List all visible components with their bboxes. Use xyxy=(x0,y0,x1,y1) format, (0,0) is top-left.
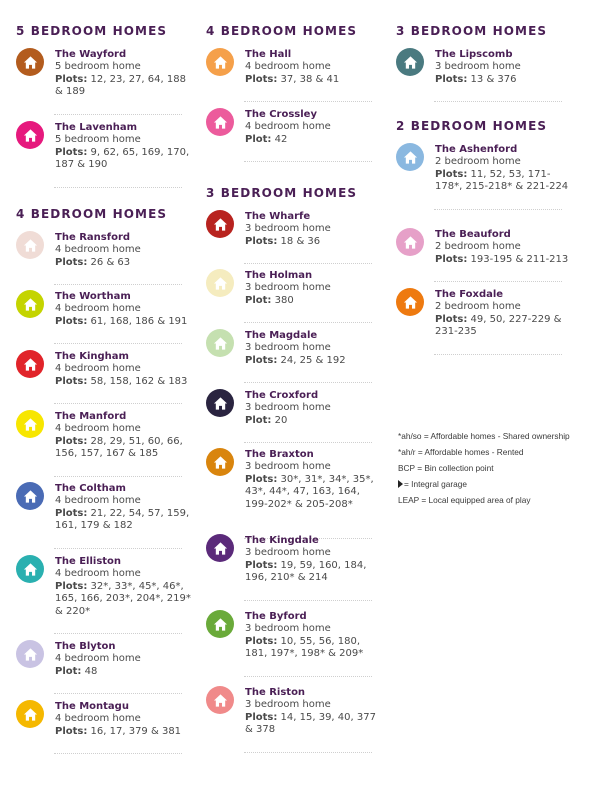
plots-value: 42 xyxy=(274,133,288,145)
plots-label: Plots: xyxy=(435,253,468,265)
plots-label: Plots: xyxy=(245,559,278,571)
divider xyxy=(244,600,372,601)
plots-value: 14, 15, 39, 40, 377 & 378 xyxy=(245,711,376,736)
divider xyxy=(54,633,182,634)
section-heading: 5 BEDROOM HOMES xyxy=(16,24,168,38)
home-description: 4 bedroom home xyxy=(55,244,141,256)
home-description: 2 bedroom home xyxy=(435,156,521,168)
legend xyxy=(398,428,598,508)
home-details xyxy=(55,701,195,738)
home-details xyxy=(245,535,385,585)
plots-label: Plots: xyxy=(55,315,88,327)
house-icon xyxy=(206,610,234,638)
legend-text: *ah/so = Affordable homes - Shared ownership xyxy=(398,431,570,441)
plots-label: Plots: xyxy=(55,507,88,519)
home-details xyxy=(55,291,195,328)
home-plots xyxy=(245,236,385,248)
divider xyxy=(244,382,372,383)
plots-value: 10, 55, 56, 180, 181, 197*, 198* & 209* xyxy=(245,635,364,660)
section-heading: 3 BEDROOM HOMES xyxy=(206,186,358,200)
divider xyxy=(434,354,562,355)
home-description: 4 bedroom home xyxy=(55,568,141,580)
plots-value: 9, 62, 65, 169, 170, 187 & 190 xyxy=(55,146,190,171)
divider xyxy=(54,343,182,344)
home-description: 2 bedroom home xyxy=(435,301,521,313)
home-description: 3 bedroom home xyxy=(245,623,331,635)
plots-value: 193-195 & 211-213 xyxy=(470,253,569,265)
home-name: The Croxford xyxy=(245,390,319,401)
plots-value: 18 & 36 xyxy=(280,235,321,247)
legend-item xyxy=(398,492,598,508)
house-icon xyxy=(396,143,424,171)
plots-label: Plots: xyxy=(435,168,468,180)
divider xyxy=(244,322,372,323)
divider xyxy=(244,676,372,677)
plots-value: 58, 158, 162 & 183 xyxy=(90,375,188,387)
home-name: The Ashenford xyxy=(435,144,518,155)
plots-value: 380 xyxy=(274,294,294,306)
home-details xyxy=(245,211,385,248)
house-icon xyxy=(396,48,424,76)
home-description: 2 bedroom home xyxy=(435,241,521,253)
home-description: 5 bedroom home xyxy=(55,61,141,73)
divider xyxy=(244,263,372,264)
home-name: The Riston xyxy=(245,687,306,698)
legend-item xyxy=(398,444,598,460)
plots-label: Plots: xyxy=(55,146,88,158)
home-name: The Wayford xyxy=(55,49,127,60)
plots-value: 61, 168, 186 & 191 xyxy=(90,315,188,327)
home-plots xyxy=(55,581,195,618)
home-plots xyxy=(55,436,195,461)
home-description: 5 bedroom home xyxy=(55,134,141,146)
home-name: The Crossley xyxy=(245,109,317,120)
plots-value: 20 xyxy=(274,414,288,426)
house-icon xyxy=(396,228,424,256)
house-icon xyxy=(16,700,44,728)
home-description: 4 bedroom home xyxy=(55,653,141,665)
divider xyxy=(244,161,372,162)
home-plots xyxy=(55,508,195,533)
house-icon xyxy=(396,288,424,316)
divider xyxy=(54,476,182,477)
divider xyxy=(434,209,562,210)
home-name: The Montagu xyxy=(55,701,129,712)
divider xyxy=(244,752,372,753)
plots-label: Plots: xyxy=(55,256,88,268)
plots-label: Plots: xyxy=(245,473,278,485)
home-details xyxy=(55,232,195,269)
plots-value: 49, 50, 227-229 & 231-235 xyxy=(435,313,562,338)
plots-value: 11, 52, 53, 171-178*, 215-218* & 221-224 xyxy=(435,168,569,193)
plots-value: 37, 38 & 41 xyxy=(280,73,340,85)
home-details xyxy=(245,390,385,427)
house-icon xyxy=(206,329,234,357)
divider xyxy=(54,114,182,115)
plots-value: 30*, 31*, 34*, 35*, 43*, 44*, 47, 163, 164, 199-202* & 205-208* xyxy=(245,473,374,510)
home-name: The Lavenham xyxy=(55,122,138,133)
home-name: The Beauford xyxy=(435,229,511,240)
home-name: The Kingham xyxy=(55,351,129,362)
legend-item xyxy=(398,428,598,444)
home-plots xyxy=(55,666,195,678)
house-icon xyxy=(16,231,44,259)
plots-label: Plot: xyxy=(245,294,272,306)
home-description: 4 bedroom home xyxy=(55,495,141,507)
home-details xyxy=(245,611,385,661)
plots-value: 48 xyxy=(84,665,98,677)
home-plots xyxy=(245,74,385,86)
home-plots xyxy=(245,712,385,737)
home-plots xyxy=(245,474,385,511)
home-name: The Elliston xyxy=(55,556,122,567)
divider xyxy=(54,693,182,694)
home-name: The Byford xyxy=(245,611,307,622)
home-details xyxy=(55,483,195,533)
plots-value: 16, 17, 379 & 381 xyxy=(90,725,182,737)
home-plots xyxy=(55,376,195,388)
home-details xyxy=(55,351,195,388)
home-description: 3 bedroom home xyxy=(245,699,331,711)
home-name: The Wharfe xyxy=(245,211,311,222)
home-description: 4 bedroom home xyxy=(55,423,141,435)
home-description: 3 bedroom home xyxy=(245,223,331,235)
plots-label: Plots: xyxy=(245,354,278,366)
home-name: The Wortham xyxy=(55,291,131,302)
home-plots xyxy=(245,636,385,661)
home-plots xyxy=(55,257,195,269)
house-icon xyxy=(206,269,234,297)
home-name: The Magdale xyxy=(245,330,318,341)
plots-label: Plot: xyxy=(55,665,82,677)
house-icon xyxy=(206,48,234,76)
home-description: 3 bedroom home xyxy=(245,342,331,354)
house-icon xyxy=(16,555,44,583)
plots-label: Plots: xyxy=(245,235,278,247)
home-description: 4 bedroom home xyxy=(55,303,141,315)
section-heading: 3 BEDROOM HOMES xyxy=(396,24,548,38)
plots-label: Plots: xyxy=(245,711,278,723)
divider xyxy=(54,548,182,549)
house-icon xyxy=(206,389,234,417)
divider xyxy=(434,281,562,282)
plots-label: Plots: xyxy=(55,580,88,592)
plots-label: Plots: xyxy=(435,73,468,85)
home-details xyxy=(435,49,575,86)
legend-item xyxy=(398,476,598,492)
section-heading: 4 BEDROOM HOMES xyxy=(16,207,168,221)
plots-label: Plots: xyxy=(435,313,468,325)
divider xyxy=(434,101,562,102)
house-icon xyxy=(206,534,234,562)
divider xyxy=(54,753,182,754)
house-icon xyxy=(16,482,44,510)
home-description: 3 bedroom home xyxy=(245,282,331,294)
house-icon xyxy=(16,640,44,668)
plots-value: 21, 22, 54, 57, 159, 161, 179 & 182 xyxy=(55,507,190,532)
plots-value: 32*, 33*, 45*, 46*, 165, 166, 203*, 204*, 219* & 220* xyxy=(55,580,191,617)
home-details xyxy=(435,289,575,339)
home-details xyxy=(245,449,385,511)
plots-value: 13 & 376 xyxy=(470,73,517,85)
legend-text: LEAP = Local equipped area of play xyxy=(398,495,531,505)
plots-value: 28, 29, 51, 60, 66, 156, 157, 167 & 185 xyxy=(55,435,183,460)
home-plots xyxy=(435,74,575,86)
plots-label: Plots: xyxy=(55,375,88,387)
house-icon xyxy=(206,686,234,714)
house-icon xyxy=(206,108,234,136)
house-icon xyxy=(16,121,44,149)
divider xyxy=(54,403,182,404)
divider xyxy=(54,187,182,188)
house-icon xyxy=(206,448,234,476)
plots-value: 12, 23, 27, 64, 188 & 189 xyxy=(55,73,186,98)
home-plots xyxy=(55,147,195,172)
legend-item xyxy=(398,460,598,476)
section-heading: 4 BEDROOM HOMES xyxy=(206,24,358,38)
home-details xyxy=(55,556,195,618)
home-details xyxy=(55,49,195,99)
home-details xyxy=(245,49,385,86)
home-name: The Hall xyxy=(245,49,292,60)
home-plots xyxy=(245,560,385,585)
home-details xyxy=(55,641,195,678)
house-icon xyxy=(16,410,44,438)
home-plots xyxy=(435,254,575,266)
home-name: The Coltham xyxy=(55,483,126,494)
house-icon xyxy=(16,350,44,378)
triangle-icon xyxy=(398,480,403,488)
home-name: The Lipscomb xyxy=(435,49,513,60)
divider xyxy=(244,101,372,102)
home-details xyxy=(435,144,575,194)
plots-value: 26 & 63 xyxy=(90,256,131,268)
home-plots xyxy=(245,415,385,427)
legend-text: *ah/r = Affordable homes - Rented xyxy=(398,447,524,457)
legend-text: = Integral garage xyxy=(404,479,467,489)
plots-value: 19, 59, 160, 184, 196, 210* & 214 xyxy=(245,559,367,584)
home-plots xyxy=(55,316,195,328)
home-description: 3 bedroom home xyxy=(245,547,331,559)
home-description: 4 bedroom home xyxy=(55,363,141,375)
home-description: 3 bedroom home xyxy=(245,402,331,414)
home-name: The Foxdale xyxy=(435,289,504,300)
plots-value: 24, 25 & 192 xyxy=(280,354,346,366)
home-plots xyxy=(435,169,575,194)
home-description: 3 bedroom home xyxy=(435,61,521,73)
home-name: The Blyton xyxy=(55,641,116,652)
house-icon xyxy=(16,290,44,318)
home-details xyxy=(245,109,385,146)
home-details xyxy=(245,330,385,367)
home-description: 4 bedroom home xyxy=(245,61,331,73)
home-plots xyxy=(245,295,385,307)
home-plots xyxy=(245,134,385,146)
plots-label: Plots: xyxy=(55,725,88,737)
home-name: The Manford xyxy=(55,411,127,422)
home-name: The Braxton xyxy=(245,449,314,460)
home-details xyxy=(245,687,385,737)
plots-label: Plots: xyxy=(55,435,88,447)
legend-text: BCP = Bin collection point xyxy=(398,463,494,473)
home-details xyxy=(245,270,385,307)
section-heading: 2 BEDROOM HOMES xyxy=(396,119,548,133)
plots-label: Plots: xyxy=(55,73,88,85)
home-plots xyxy=(435,314,575,339)
home-plots xyxy=(55,74,195,99)
house-icon xyxy=(16,48,44,76)
plots-label: Plot: xyxy=(245,133,272,145)
divider xyxy=(244,442,372,443)
home-name: The Kingdale xyxy=(245,535,319,546)
home-description: 3 bedroom home xyxy=(245,461,331,473)
home-description: 4 bedroom home xyxy=(55,713,141,725)
home-description: 4 bedroom home xyxy=(245,121,331,133)
plots-label: Plots: xyxy=(245,635,278,647)
divider xyxy=(54,284,182,285)
home-plots xyxy=(245,355,385,367)
home-name: The Holman xyxy=(245,270,313,281)
plots-label: Plots: xyxy=(245,73,278,85)
home-details xyxy=(55,411,195,461)
home-details xyxy=(55,122,195,172)
home-name: The Ransford xyxy=(55,232,131,243)
home-details xyxy=(435,229,575,266)
house-icon xyxy=(206,210,234,238)
home-plots xyxy=(55,726,195,738)
plots-label: Plot: xyxy=(245,414,272,426)
